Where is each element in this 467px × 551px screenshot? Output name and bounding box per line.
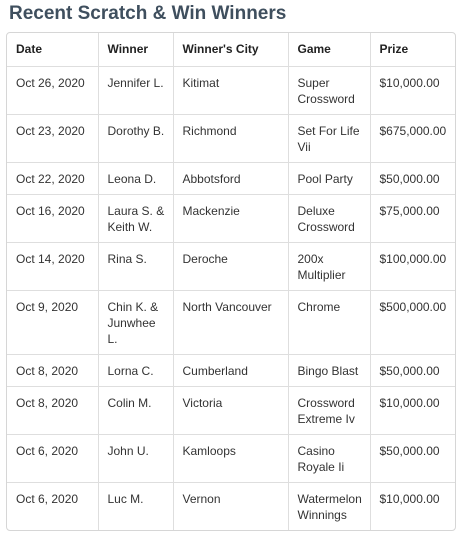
cell-date: Oct 9, 2020	[7, 291, 98, 355]
cell-prize: $10,000.00	[370, 387, 456, 435]
table-row	[7, 195, 456, 243]
cell-prize: $100,000.00	[370, 243, 456, 291]
column-header-date: Date	[16, 42, 43, 56]
cell-date: Oct 26, 2020	[7, 67, 98, 115]
cell-game: Watermelon Winnings	[288, 483, 370, 531]
cell-prize: $10,000.00	[370, 67, 456, 115]
cell-game: Bingo Blast	[288, 355, 370, 387]
cell-date: Oct 6, 2020	[7, 435, 98, 483]
table-row	[7, 483, 456, 531]
cell-city: Mackenzie	[173, 195, 288, 243]
winners-table-container	[6, 32, 456, 531]
cell-prize: $50,000.00	[370, 355, 456, 387]
table-row	[7, 115, 456, 163]
cell-game: Super Crossword	[288, 67, 370, 115]
cell-city: Victoria	[173, 387, 288, 435]
cell-city: Cumberland	[173, 355, 288, 387]
cell-city: Abbotsford	[173, 163, 288, 195]
column-header-winner: Winner	[98, 33, 173, 67]
table-row	[7, 67, 456, 115]
cell-game: Chrome	[288, 291, 370, 355]
column-header-city: Winner's City	[173, 33, 288, 67]
table-row	[7, 435, 456, 483]
cell-prize: $50,000.00	[370, 163, 456, 195]
table-header-row	[7, 33, 456, 67]
cell-game: 200x Multiplier	[288, 243, 370, 291]
cell-winner: Luc M.	[98, 483, 173, 531]
cell-winner: Lorna C.	[98, 355, 173, 387]
cell-date: Oct 8, 2020	[7, 387, 98, 435]
cell-prize: $75,000.00	[370, 195, 456, 243]
cell-winner: Laura S. & Keith W.	[98, 195, 173, 243]
cell-winner: Jennifer L.	[98, 67, 173, 115]
table-body	[7, 67, 456, 531]
cell-winner: Dorothy B.	[98, 115, 173, 163]
cell-game: Deluxe Crossword	[288, 195, 370, 243]
cell-prize: $10,000.00	[370, 483, 456, 531]
cell-game: Set For Life Vii	[288, 115, 370, 163]
cell-city: Richmond	[173, 115, 288, 163]
cell-city: Deroche	[173, 243, 288, 291]
column-header-game: Game	[288, 33, 370, 67]
cell-date: Oct 6, 2020	[7, 483, 98, 531]
cell-game: Pool Party	[288, 163, 370, 195]
cell-city: Kamloops	[173, 435, 288, 483]
cell-city: Vernon	[173, 483, 288, 531]
cell-date: Oct 16, 2020	[7, 195, 98, 243]
cell-game: Crossword Extreme Iv	[288, 387, 370, 435]
winners-table	[7, 33, 456, 530]
cell-date: Oct 22, 2020	[7, 163, 98, 195]
cell-winner: Leona D.	[98, 163, 173, 195]
cell-city: North Vancouver	[173, 291, 288, 355]
cell-prize: $500,000.00	[370, 291, 456, 355]
table-row	[7, 355, 456, 387]
table-row	[7, 243, 456, 291]
table-row	[7, 163, 456, 195]
cell-city: Kitimat	[173, 67, 288, 115]
cell-prize: $50,000.00	[370, 435, 456, 483]
cell-winner: Chin K. & Junwhee L.	[98, 291, 173, 355]
page-title: Recent Scratch & Win Winners	[9, 3, 287, 24]
cell-date: Oct 8, 2020	[7, 355, 98, 387]
cell-winner: John U.	[98, 435, 173, 483]
cell-date: Oct 23, 2020	[7, 115, 98, 163]
table-row	[7, 387, 456, 435]
cell-date: Oct 14, 2020	[7, 243, 98, 291]
column-header-prize: Prize	[370, 33, 456, 67]
cell-prize: $675,000.00	[370, 115, 456, 163]
cell-game: Casino Royale Ii	[288, 435, 370, 483]
table-row	[7, 291, 456, 355]
cell-winner: Rina S.	[98, 243, 173, 291]
cell-winner: Colin M.	[98, 387, 173, 435]
